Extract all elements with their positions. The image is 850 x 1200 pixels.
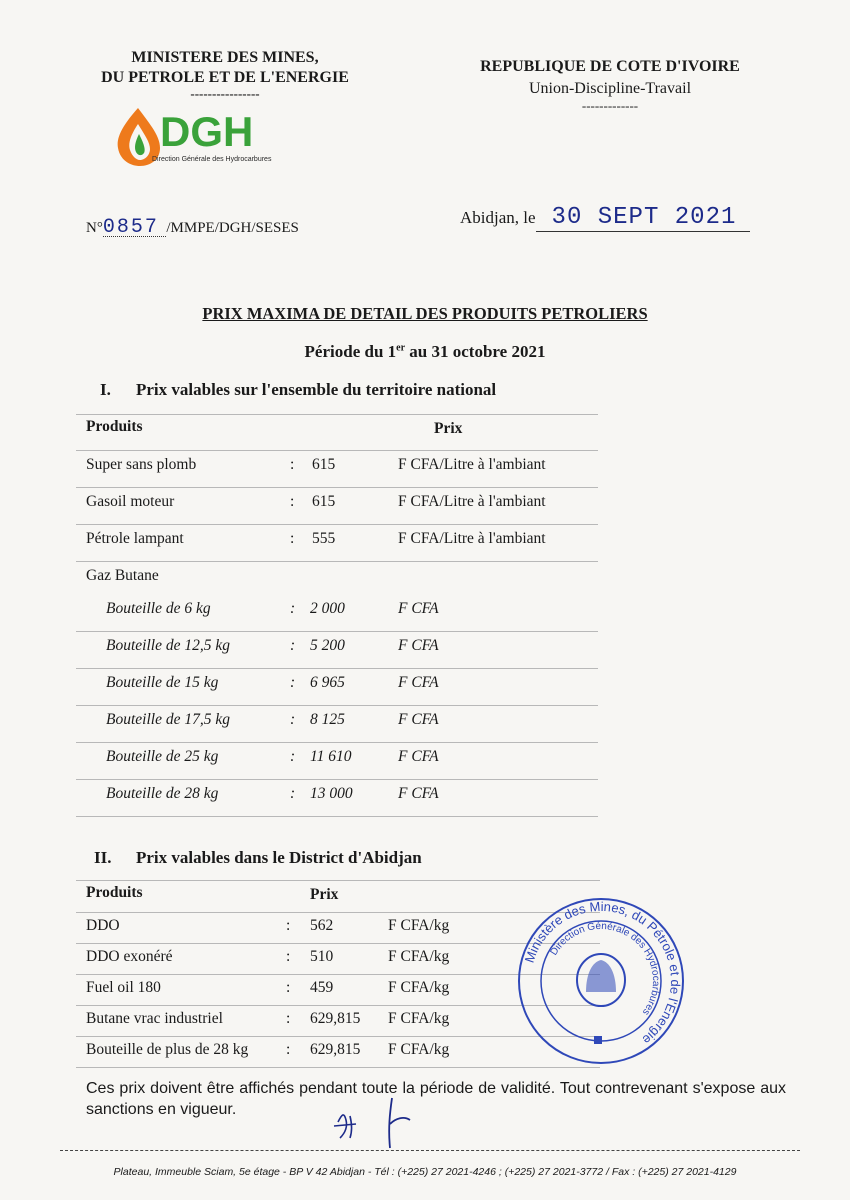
period-after: au 31 octobre 2021 — [405, 342, 546, 361]
price-value: 555 — [312, 530, 336, 547]
table-row — [76, 452, 598, 482]
price-unit: F CFA/Litre à l'ambiant — [398, 530, 546, 547]
section1-title: Prix valables sur l'ensemble du territoire national — [136, 380, 497, 399]
price-value: 510 — [310, 948, 334, 965]
product-name: Gasoil moteur — [86, 493, 175, 510]
header-products: Produits — [86, 418, 143, 435]
price-unit: F CFA — [398, 600, 439, 617]
table-row — [76, 670, 598, 700]
colon: : — [290, 637, 296, 654]
price-value: 2 000 — [310, 600, 345, 617]
colon: : — [286, 917, 291, 934]
colon: : — [286, 1010, 291, 1027]
product-name: Super sans plomb — [86, 456, 197, 473]
reference-prefix: N° — [86, 220, 103, 236]
product-name: Bouteille de 17,5 kg — [106, 711, 230, 728]
stamp-outer-text: Ministère des Mines, du Pétrole et de l'Energie — [521, 898, 684, 1048]
product-name: Fuel oil 180 — [86, 979, 161, 996]
reference-handwritten-number: 0857 — [102, 216, 159, 239]
price-unit: F CFA/kg — [388, 979, 450, 996]
product-name: Bouteille de plus de 28 kg — [86, 1041, 249, 1058]
price-unit: F CFA/kg — [388, 1010, 450, 1027]
product-name: Bouteille de 6 kg — [106, 600, 211, 617]
ministry-line1: MINISTERE DES MINES, — [131, 49, 319, 66]
place-date — [460, 204, 750, 231]
price-unit: F CFA — [398, 748, 439, 765]
price-value: 13 000 — [310, 785, 353, 802]
product-name: Butane vrac industriel — [86, 1010, 223, 1027]
table-row — [76, 633, 598, 663]
document-title: PRIX MAXIMA DE DETAIL DES PRODUITS PETROLIERS — [202, 304, 648, 323]
price-value: 615 — [312, 456, 336, 473]
price-value: 11 610 — [310, 748, 352, 765]
city-label: Abidjan, le — [460, 208, 536, 227]
colon: : — [290, 600, 296, 617]
price-value: 615 — [312, 493, 336, 510]
product-name: DDO exonéré — [86, 948, 173, 965]
product-name: Bouteille de 15 kg — [106, 674, 219, 691]
republic-motto: Union-Discipline-Travail — [528, 80, 692, 97]
product-name: Bouteille de 12,5 kg — [106, 637, 230, 654]
stamped-date: 30 SEPT 2021 — [536, 204, 751, 232]
product-name: DDO — [86, 917, 120, 934]
colon: : — [290, 456, 295, 473]
official-stamp-icon — [516, 896, 686, 1066]
product-name: Pétrole lampant — [86, 530, 184, 547]
group-label: Gaz Butane — [86, 567, 159, 584]
ministry-line2: DU PETROLE ET DE L'ENERGIE — [101, 69, 349, 86]
republic-block — [440, 56, 780, 112]
ministry-dashes: ---------------- — [190, 86, 260, 101]
product-name: Bouteille de 28 kg — [106, 785, 219, 802]
table-row — [76, 744, 598, 774]
price-value: 459 — [310, 979, 334, 996]
period-sup: er — [396, 342, 406, 354]
section2-title: Prix valables dans le District d'Abidjan — [136, 848, 422, 867]
reference-number — [86, 216, 299, 239]
header-products: Produits — [86, 884, 143, 901]
price-value: 6 965 — [310, 674, 345, 691]
colon: : — [286, 1041, 291, 1058]
colon: : — [290, 530, 295, 547]
section2-number: II. — [94, 848, 112, 867]
period-before: Période du 1 — [304, 342, 397, 361]
price-value: 629,815 — [310, 1041, 361, 1058]
group-label-row — [76, 563, 598, 593]
price-unit: F CFA/kg — [388, 948, 450, 965]
price-unit: F CFA — [398, 637, 439, 654]
logo-subtitle: Direction Générale des Hydrocarbures — [152, 156, 272, 163]
table-row — [76, 489, 598, 519]
stamp-inner-text: Direction Générale des Hydrocarbures — [548, 920, 662, 1018]
notice-text: Ces prix doivent être affichés pendant toute la période de validité. Tout contrevenant s'expose aux sanctions en vigueur. — [86, 1080, 786, 1118]
price-unit: F CFA/Litre à l'ambiant — [398, 493, 546, 510]
product-name: Bouteille de 25 kg — [106, 748, 219, 765]
republic-dashes: ------------- — [581, 98, 639, 113]
price-unit: F CFA/Litre à l'ambiant — [398, 456, 546, 473]
period-line — [0, 342, 850, 362]
section1-heading — [100, 380, 496, 400]
price-unit: F CFA/kg — [388, 1041, 450, 1058]
price-unit: F CFA — [398, 711, 439, 728]
price-unit: F CFA/kg — [388, 917, 450, 934]
reference-suffix: /MMPE/DGH/SESES — [166, 220, 299, 236]
colon: : — [286, 948, 291, 965]
footer-address: Plateau, Immeuble Sciam, 5e étage - BP V 42 Abidjan - Tél : (+225) 27 2021-4246 ; (+225) 27 2021-3772 / Fax : (+225) 27 2021-4129 — [113, 1166, 737, 1178]
logo-text: DGH — [160, 108, 254, 155]
footer-divider — [60, 1150, 800, 1151]
colon: : — [290, 785, 296, 802]
price-value: 562 — [310, 917, 334, 934]
table-row — [76, 707, 598, 737]
colon: : — [286, 979, 291, 996]
price-value: 5 200 — [310, 637, 345, 654]
price-value: 8 125 — [310, 711, 345, 728]
table-row — [76, 596, 598, 626]
price-unit: F CFA — [398, 785, 439, 802]
colon: : — [290, 711, 296, 728]
section1-number: I. — [100, 380, 111, 399]
section1-header-row — [76, 414, 598, 444]
ministry-block — [60, 48, 390, 100]
colon: : — [290, 493, 295, 510]
colon: : — [290, 748, 296, 765]
table-row — [76, 526, 598, 556]
price-value: 629,815 — [310, 1010, 361, 1027]
republic-title: REPUBLIQUE DE COTE D'IVOIRE — [480, 58, 740, 75]
colon: : — [290, 674, 296, 691]
header-price: Prix — [434, 420, 463, 437]
section2-heading — [94, 848, 422, 868]
table-row — [76, 781, 598, 811]
header-price: Prix — [310, 886, 339, 903]
price-unit: F CFA — [398, 674, 439, 691]
signature-icon — [330, 1094, 420, 1154]
